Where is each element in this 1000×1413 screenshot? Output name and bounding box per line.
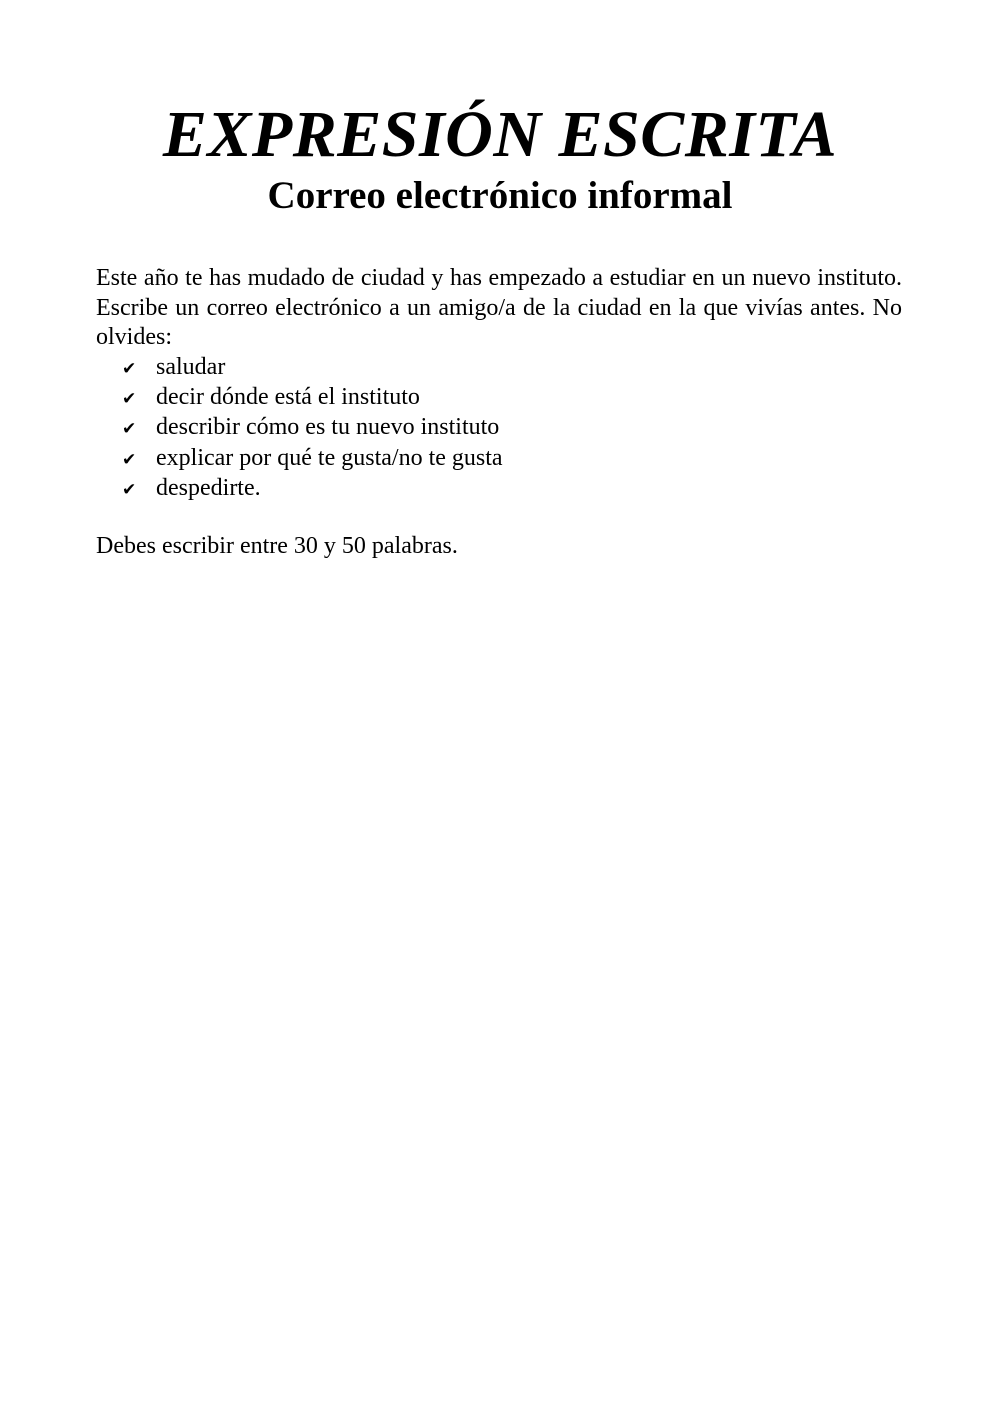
- word-requirement: Debes escribir entre 30 y 50 palabras.: [96, 533, 458, 559]
- checklist-item-text: decir dónde está el instituto: [156, 384, 420, 411]
- checklist-item-text: saludar: [156, 354, 226, 380]
- check-icon: ✔: [122, 449, 137, 470]
- checklist-item: [122, 382, 882, 412]
- checklist: [122, 352, 882, 503]
- page-title: EXPRESIÓN ESCRITA: [162, 98, 838, 171]
- check-icon: ✔: [122, 419, 137, 440]
- checklist-item: [122, 352, 882, 382]
- page-subtitle: Correo electrónico informal: [267, 174, 733, 217]
- check-icon: ✔: [122, 359, 137, 379]
- checklist-item: [122, 443, 882, 473]
- check-icon: ✔: [122, 479, 137, 500]
- checklist-item: [122, 473, 882, 503]
- checklist-item-text: despedirte.: [156, 474, 261, 501]
- checklist-item-text: describir cómo es tu nuevo instituto: [156, 414, 500, 441]
- instructions-paragraph: Este año te has mudado de ciudad y has empezado a estudiar en un nuevo instituto. Escribe un correo electrónico a un amigo/a de la ciudad en la que vivías antes. No olvides:: [96, 265, 902, 350]
- checklist-item-text: explicar por qué te gusta/no te gusta: [156, 444, 503, 471]
- checklist-item: [122, 412, 882, 442]
- check-icon: ✔: [122, 389, 137, 410]
